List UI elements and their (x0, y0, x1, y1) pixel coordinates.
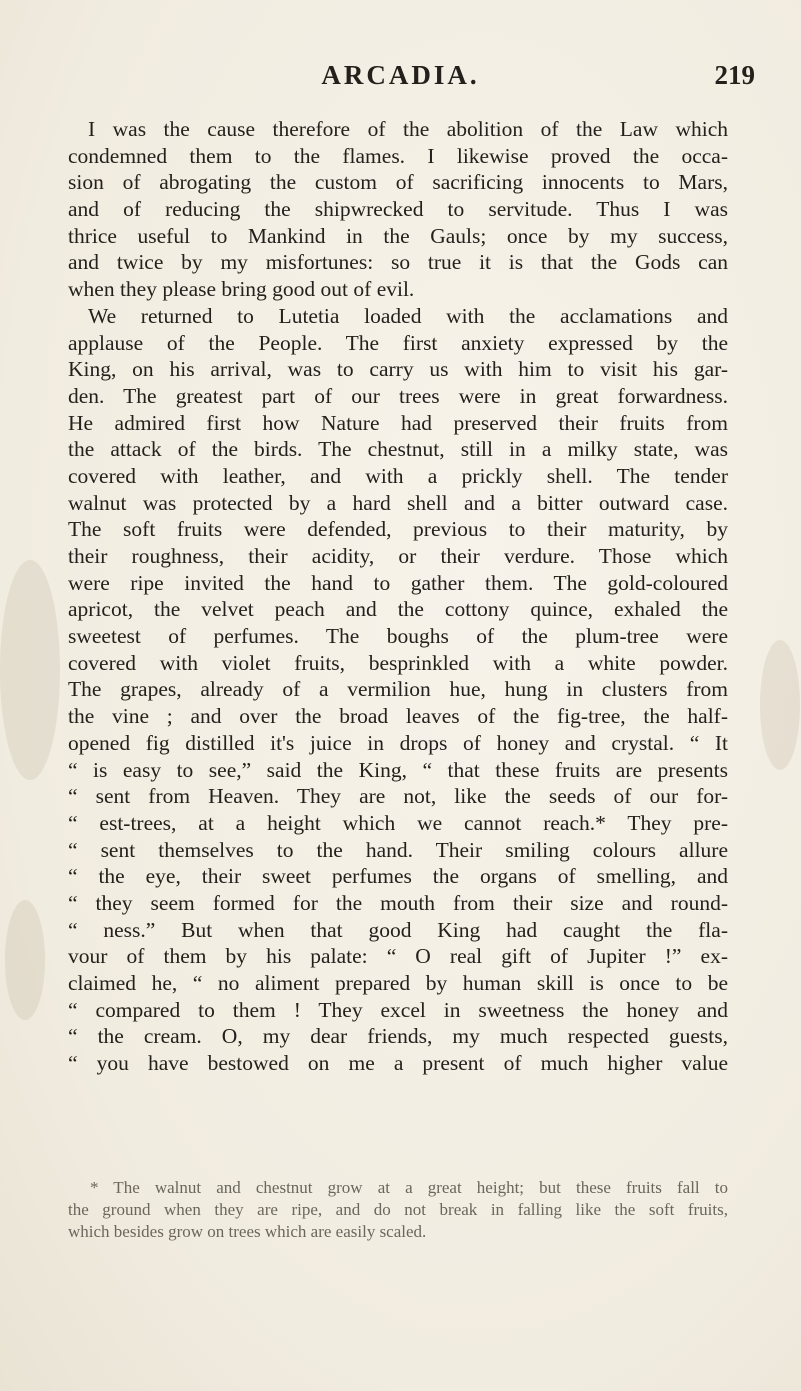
text-line: their roughness, their acidity, or their verdure. Those which (68, 544, 728, 568)
text-line: the attack of the birds. The chestnut, still in a milky state, was (68, 437, 728, 462)
footnote (68, 1177, 728, 1243)
text-line: walnut was protected by a hard shell and a bitter outward case. (68, 490, 728, 515)
text-line: and twice by my misfortunes: so true it is that the Gods can (68, 250, 728, 275)
text-line: “ est-trees, at a height which we cannot reach.* They pre- (68, 810, 728, 835)
text-line: sion of abrogating the custom of sacrificing innocents to Mars, (68, 170, 728, 195)
body-text (68, 116, 728, 1077)
text-line: We returned to Lutetia loaded with the acclamations and (88, 303, 728, 328)
text-line: condemned them to the flames. I likewise proved the occa- (68, 143, 728, 168)
text-line: “ compared to them ! They excel in sweetness the honey and (68, 997, 728, 1022)
text-line: applause of the People. The first anxiety expressed by the (68, 330, 728, 355)
text-line: den. The greatest part of our trees were in great forwardness. (68, 383, 728, 408)
text-line: He admired first how Nature had preserved their fruits from (68, 410, 728, 435)
page-header (0, 60, 801, 100)
text-line: sweetest of perfumes. The boughs of the plum-tree were (68, 624, 728, 649)
page-number: 219 (714, 60, 755, 90)
text-line: I was the cause therefore of the abolition of the Law which (88, 117, 728, 141)
text-line: “ ness.” But when that good King had caught the fla- (68, 917, 728, 942)
footnote-line: which besides grow on trees which are easily scaled. (68, 1222, 427, 1241)
text-line: “ sent from Heaven. They are not, like the seeds of our for- (68, 784, 728, 809)
text-line: vour of them by his palate: “ O real gift of Jupiter !” ex- (68, 944, 728, 969)
text-line: “ is easy to see,” said the King, “ that these fruits are presents (68, 757, 728, 782)
page-stain (5, 900, 45, 1020)
page-stain (0, 560, 60, 780)
text-line: “ sent themselves to the hand. Their smiling colours allure (68, 837, 728, 862)
text-line: The soft fruits were defended, previous to their maturity, by (68, 517, 728, 542)
text-line: when they please bring good out of evil. (68, 277, 415, 302)
text-line: The grapes, already of a vermilion hue, hung in clusters from (68, 677, 728, 702)
text-line: “ they seem formed for the mouth from their size and round- (68, 890, 728, 915)
text-line: “ the cream. O, my dear friends, my much respected guests, (68, 1024, 728, 1049)
text-line: apricot, the velvet peach and the cottony quince, exhaled the (68, 597, 728, 622)
page-stain (760, 640, 800, 770)
text-line: “ the eye, their sweet perfumes the organs of smelling, and (68, 864, 728, 889)
text-line: were ripe invited the hand to gather them. The gold-coloured (68, 570, 728, 595)
text-line: opened fig distilled it's juice in drops of honey and crystal. “ It (68, 730, 728, 755)
footnote-line: the ground when they are ripe, and do not break in falling like the soft fruits, (68, 1200, 728, 1219)
text-line: the vine ; and over the broad leaves of the fig-tree, the half- (68, 704, 728, 729)
text-line: claimed he, “ no aliment prepared by human skill is once to be (68, 971, 728, 995)
text-line: covered with leather, and with a prickly shell. The tender (68, 463, 728, 488)
text-line: “ you have bestowed on me a present of much higher value (68, 1051, 728, 1076)
text-line: King, on his arrival, was to carry us with him to visit his gar- (68, 357, 728, 382)
footnote-line: * The walnut and chestnut grow at a great height; but these fruits fall to (90, 1178, 728, 1197)
text-line: and of reducing the shipwrecked to servitude. Thus I was (68, 197, 728, 222)
text-line: thrice useful to Mankind in the Gauls; once by my success, (68, 223, 728, 248)
running-head: ARCADIA. (321, 60, 480, 90)
text-line: covered with violet fruits, besprinkled with a white powder. (68, 650, 728, 675)
